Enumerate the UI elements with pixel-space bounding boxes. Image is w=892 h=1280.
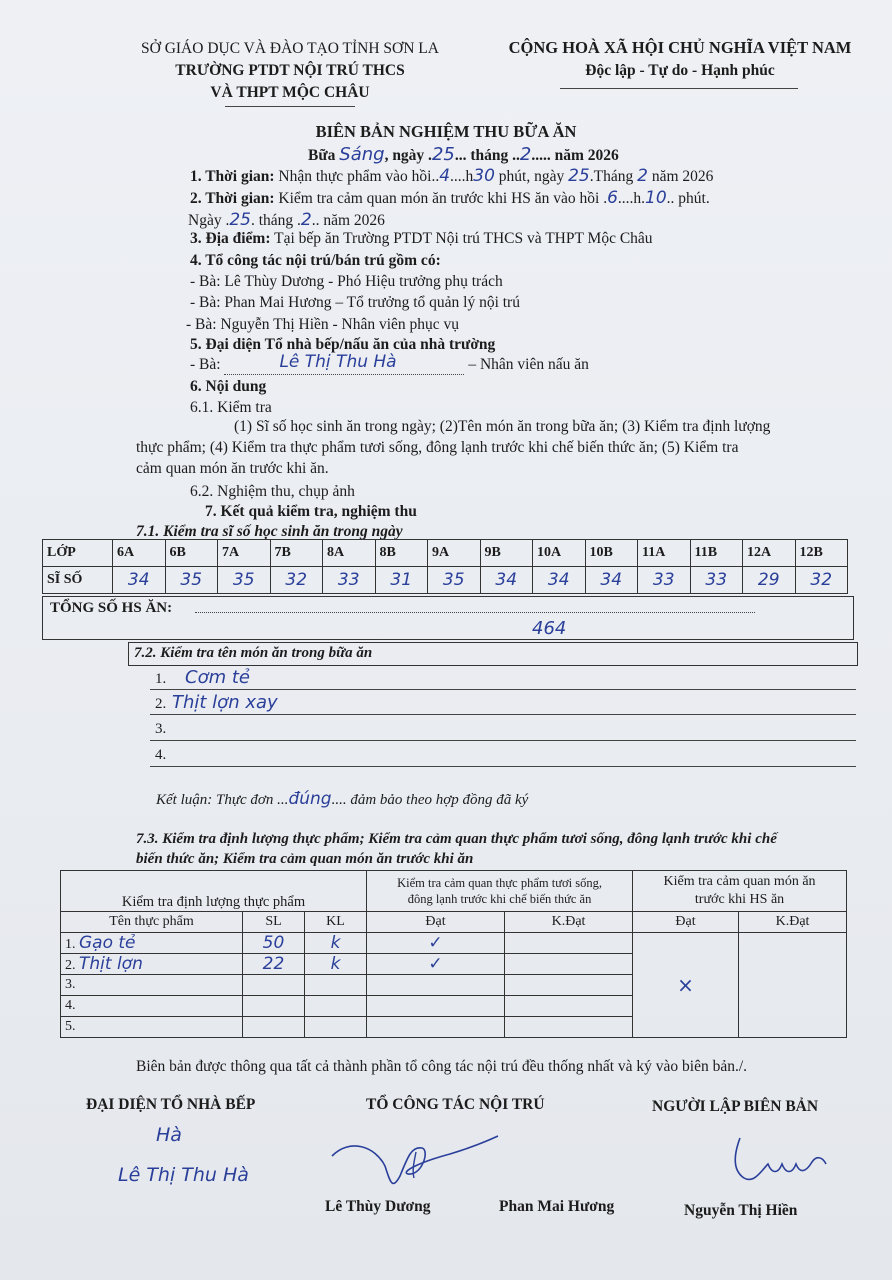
item1-text-e: năm 2026 [651, 168, 714, 185]
item2-day-prefix: Ngày . [188, 212, 230, 229]
conclusion-prefix: Kết luận: Thực đơn ... [156, 792, 289, 808]
item3-text: Tại bếp ăn Trường PTDT Nội trú THCS và THPT Mộc Châu [274, 230, 653, 247]
food-fresh-pass [367, 1017, 505, 1038]
food-fresh-fail [505, 954, 633, 975]
count-row [43, 567, 848, 594]
board-name-2: Phan Mai Hương [499, 1198, 615, 1215]
class-count: 35 [218, 567, 271, 594]
food-kl [305, 1017, 367, 1038]
item3-label: 3. Địa điểm: [190, 230, 271, 247]
item4-label: 4. Tổ công tác nội trú/bán trú gồm có: [190, 252, 441, 269]
board-signature [330, 1126, 500, 1196]
meal-value: Sáng [339, 144, 385, 165]
item2-month: 2 [300, 210, 312, 230]
header-underline-left [225, 106, 355, 107]
food-fresh-fail [505, 996, 633, 1017]
item2-month-prefix: . tháng . [250, 212, 301, 229]
food-kl: k [305, 933, 367, 954]
class-name: 12A [743, 540, 796, 567]
item2-hour: 6 [607, 188, 618, 208]
class-name: 10B [585, 540, 638, 567]
class-count: 33 [638, 567, 691, 594]
food-fresh-fail [505, 1017, 633, 1038]
class-count: 34 [533, 567, 586, 594]
item1-month: 2 [637, 166, 648, 186]
dish-line-2 [150, 714, 856, 715]
item4-member-3: - Bà: Nguyễn Thị Hiền - Nhân viên phục vụ [186, 316, 460, 333]
dish-line-3 [150, 740, 856, 741]
school-name-line2: VÀ THPT MỘC CHÂU [210, 84, 370, 101]
item2-minute: 10 [645, 188, 667, 208]
department-name: SỞ GIÁO DỤC VÀ ĐÀO TẠO TỈNH SƠN LA [141, 40, 439, 57]
nation-name: CỘNG HOÀ XÃ HỘI CHỦ NGHĨA VIỆT NAM [508, 38, 852, 57]
group-fresh-header [367, 871, 633, 912]
item1-day: 25 [568, 166, 590, 186]
meal-pass-cell: × [633, 933, 739, 1038]
item2-text-c: .. phút. [666, 190, 710, 207]
item6-sub2: 6.2. Nghiệm thu, chụp ảnh [190, 483, 355, 500]
board-title: TỔ CÔNG TÁC NỘI TRÚ [366, 1096, 545, 1113]
food-fresh-fail [505, 933, 633, 954]
item1-hour: 4 [439, 166, 451, 186]
food-num: 2. [65, 958, 76, 973]
food-num: 4. [65, 998, 76, 1013]
group-meal-header-line1: Kiểm tra cảm quan món ăn [663, 874, 816, 889]
class-count-table [42, 539, 848, 594]
class-row-label: LỚP [43, 540, 113, 567]
food-row [61, 933, 847, 954]
class-count: 35 [165, 567, 218, 594]
dish-num-4: 4. [155, 747, 167, 763]
dish-num-2: 2. [155, 696, 167, 712]
conclusion-suffix: .... đảm bảo theo hợp đồng đã ký [331, 792, 529, 808]
item1-minute: 30 [473, 166, 495, 186]
item1-label: 1. Thời gian: [190, 168, 275, 185]
kitchen-handwritten-name: Lê Thị Thu Hà [118, 1164, 249, 1186]
class-name: 7B [270, 540, 323, 567]
class-count: 32 [270, 567, 323, 594]
meal-prefix: Bữa [308, 147, 336, 164]
board-name-1: Lê Thùy Dương [325, 1198, 431, 1215]
item7-label: 7. Kết quả kiểm tra, nghiệm thu [205, 503, 417, 520]
s72-conclusion [156, 789, 528, 809]
s72-title: 7.2. Kiểm tra tên món ăn trong bữa ăn [134, 645, 373, 661]
food-name-cell [61, 954, 243, 975]
meal-line [308, 144, 619, 165]
header-meal-fail: K.Đạt [739, 912, 847, 933]
header-fresh-pass: Đạt [367, 912, 505, 933]
dish-line-1 [150, 689, 856, 690]
class-count: 32 [795, 567, 848, 594]
meal-fail-cell [739, 933, 847, 1038]
food-num: 3. [65, 977, 76, 992]
food-sl: 22 [243, 954, 305, 975]
header-food-name: Tên thực phẩm [61, 912, 243, 933]
class-name: 11A [638, 540, 691, 567]
group-fresh-header-line2: đông lạnh trước khi chế biến thức ăn [407, 892, 592, 906]
food-fresh-pass: ✓ [367, 933, 505, 954]
s71-title: 7.1. Kiểm tra sĩ số học sinh ăn trong ngày [136, 523, 403, 540]
food-table-header [61, 912, 847, 933]
food-name-cell [61, 975, 243, 996]
item2-day: 25 [229, 210, 251, 230]
class-count: 35 [428, 567, 481, 594]
s73-title-line2: biến thức ăn; Kiểm tra cảm quan món ăn trước khi ăn [136, 851, 474, 867]
meal-month-label: ... tháng .. [454, 147, 520, 164]
class-count: 34 [113, 567, 166, 594]
header-kl: KL [305, 912, 367, 933]
item6-para-line1: (1) Sĩ số học sinh ăn trong ngày; (2)Tên món ăn trong bữa ăn; (3) Kiểm tra định lượng [234, 418, 771, 435]
item3-line [190, 230, 653, 248]
item2-year: .. năm 2026 [311, 212, 385, 229]
food-fresh-pass [367, 975, 505, 996]
item5-prefix: - Bà: [190, 356, 221, 373]
food-name: Gạo tẻ [79, 933, 136, 953]
food-name-cell [61, 996, 243, 1017]
writer-name: Nguyễn Thị Hiền [684, 1202, 798, 1219]
group-quantity-header: Kiểm tra định lượng thực phẩm [61, 871, 367, 912]
item4-member-2: - Bà: Phan Mai Hương – Tổ trưởng tổ quản lý nội trú [190, 294, 520, 311]
header-fresh-fail: K.Đạt [505, 912, 633, 933]
class-name: 12B [795, 540, 848, 567]
food-kl: k [305, 954, 367, 975]
item1-line [190, 166, 713, 186]
item1-text-a: Nhận thực phẩm vào hồi.. [278, 168, 440, 185]
total-dots [195, 612, 755, 613]
header-underline-right [560, 88, 798, 89]
class-name: 8A [323, 540, 376, 567]
closing-statement: Biên bản được thông qua tất cả thành phần tổ công tác nội trú đều thống nhất và ký vào biên bản./. [136, 1058, 748, 1075]
s73-title-line1: 7.3. Kiểm tra định lượng thực phẩm; Kiểm tra cảm quan thực phẩm tươi sống, đông lạnh trước khi chế [136, 831, 777, 847]
meal-year-label: ..... năm 2026 [531, 147, 619, 164]
class-name: 9A [428, 540, 481, 567]
item5-name-field [224, 352, 464, 375]
meal-month: 2 [519, 144, 532, 165]
conclusion-value: đúng [288, 789, 332, 809]
class-name: 10A [533, 540, 586, 567]
dish-value-2: Thịt lợn xay [172, 692, 278, 713]
total-value: 464 [532, 618, 567, 639]
dish-value-1: Cơm tẻ [185, 667, 250, 688]
item6-para-line3: cảm quan món ăn trước khi ăn. [136, 460, 329, 477]
item1-text-b: ....h [450, 168, 474, 185]
food-table-group-header [61, 871, 847, 912]
item5-suffix: – Nhân viên nấu ăn [468, 356, 589, 373]
total-label: TỔNG SỐ HS ĂN: [50, 600, 173, 616]
item2-line2 [188, 210, 385, 230]
class-name: 9B [480, 540, 533, 567]
class-name: 11B [690, 540, 743, 567]
item2-label: 2. Thời gian: [190, 190, 275, 207]
item5-line [190, 352, 589, 375]
food-sl [243, 1017, 305, 1038]
food-name-cell [61, 1017, 243, 1038]
dish-line-4 [150, 766, 856, 767]
school-name-line1: TRƯỜNG PTDT NỘI TRÚ THCS [175, 62, 405, 79]
kitchen-title: ĐẠI DIỆN TỔ NHÀ BẾP [86, 1096, 256, 1113]
item5-label: 5. Đại diện Tổ nhà bếp/nấu ăn của nhà trường [190, 336, 496, 353]
food-sl [243, 975, 305, 996]
food-kl [305, 996, 367, 1017]
class-name: 6A [113, 540, 166, 567]
group-meal-header [633, 871, 847, 912]
class-row [43, 540, 848, 567]
food-check-table [60, 870, 847, 1038]
count-row-label: SĨ SỐ [43, 567, 113, 594]
food-sl: 50 [243, 933, 305, 954]
food-num: 1. [65, 937, 76, 952]
class-count: 31 [375, 567, 428, 594]
class-name: 8B [375, 540, 428, 567]
class-name: 6B [165, 540, 218, 567]
food-fresh-pass [367, 996, 505, 1017]
food-name: Thịt lợn [79, 954, 143, 974]
item1-text-d: .Tháng [589, 168, 634, 185]
document-title: BIÊN BẢN NGHIỆM THU BỮA ĂN [315, 122, 577, 141]
motto: Độc lập - Tự do - Hạnh phúc [585, 62, 775, 79]
food-sl [243, 996, 305, 1017]
class-count: 34 [480, 567, 533, 594]
food-name-cell [61, 933, 243, 954]
class-count: 33 [690, 567, 743, 594]
item6-sub1: 6.1. Kiểm tra [190, 399, 272, 416]
group-fresh-header-line1: Kiểm tra cảm quan thực phẩm tươi sống, [397, 876, 602, 890]
class-count: 29 [743, 567, 796, 594]
writer-signature [726, 1134, 836, 1190]
item6-label: 6. Nội dung [190, 378, 267, 395]
writer-title: NGƯỜI LẬP BIÊN BẢN [652, 1098, 819, 1115]
item1-text-c: phút, ngày [498, 168, 565, 185]
meal-day: 25 [431, 144, 455, 165]
header-meal-pass: Đạt [633, 912, 739, 933]
meal-day-label: , ngày . [384, 147, 432, 164]
class-name: 7A [218, 540, 271, 567]
item6-para-line2: thực phẩm; (4) Kiểm tra thực phẩm tươi sống, đông lạnh trước khi chế biến thức ăn; (5) Kiểm tra [136, 439, 739, 456]
food-kl [305, 975, 367, 996]
class-count: 33 [323, 567, 376, 594]
food-fresh-fail [505, 975, 633, 996]
item2-text-b: ....h. [617, 190, 646, 207]
dish-num-3: 3. [155, 721, 167, 737]
kitchen-signature: Hà [156, 1124, 182, 1146]
food-num: 5. [65, 1019, 76, 1034]
item2-text-a: Kiểm tra cảm quan món ăn trước khi HS ăn vào hồi . [278, 190, 608, 207]
dish-num-1: 1. [155, 671, 167, 687]
class-count: 34 [585, 567, 638, 594]
item2-line1 [190, 188, 710, 208]
item5-name: Lê Thị Thu Hà [279, 352, 397, 372]
food-fresh-pass: ✓ [367, 954, 505, 975]
group-meal-header-line2: trước khi HS ăn [694, 892, 785, 907]
item4-member-1: - Bà: Lê Thùy Dương - Phó Hiệu trưởng phụ trách [190, 273, 503, 290]
header-sl: SL [243, 912, 305, 933]
